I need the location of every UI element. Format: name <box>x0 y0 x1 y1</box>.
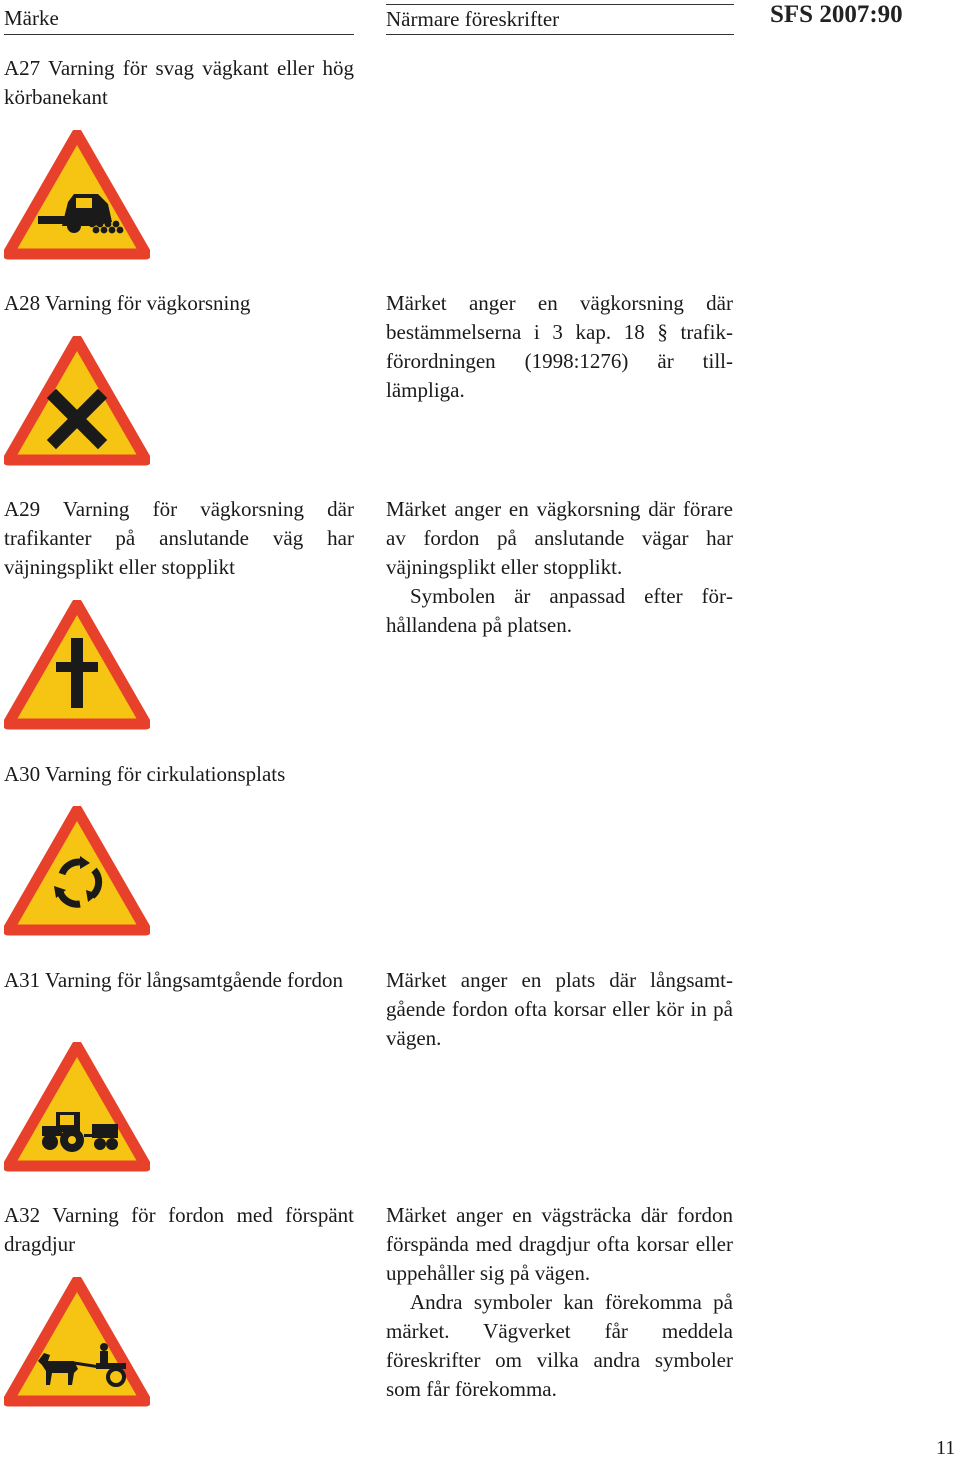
description-paragraph: Märket anger en vägkorsning där bestämmelserna i 3 kap. 18 § trafikförordningen (1998:1276) är tilllämpliga. <box>386 291 733 402</box>
header-rule-top <box>386 4 734 5</box>
description-paragraph: Andra symboler kan förekomma på märket. Vägverket får meddela föreskrifter om vilka andra symboler som får förekomma. <box>386 1290 733 1401</box>
sign-title-a29: A29 Varning för vägkorsning där trafikanter på anslutande väg har väjningsplikt eller stopplikt <box>4 497 354 579</box>
header-rule-right <box>386 34 734 35</box>
priority-crossroad-icon <box>4 600 150 730</box>
description-paragraph: Märket anger en plats där långsamtgående fordon ofta korsar eller kör in på vägen. <box>386 968 733 1050</box>
column-header-sign: Märke <box>4 6 59 30</box>
page-number: 11 <box>936 1437 956 1459</box>
crossroads-x-icon <box>4 336 150 466</box>
sfs-number: SFS 2007:90 <box>770 1 903 28</box>
sign-title-a31: A31 Varning för långsamtgående fordon <box>4 968 344 992</box>
sign-description-a32 <box>386 1201 733 1404</box>
car-over-edge-icon <box>4 130 150 260</box>
sign-title-a27: A27 Varning för svag vägkant eller hög körbanekant <box>4 56 354 109</box>
sign-description-a28 <box>386 289 733 405</box>
description-paragraph: Symbolen är anpassad efter förhållandena på platsen. <box>386 584 733 637</box>
sign-title-a28: A28 Varning för vägkorsning <box>4 291 251 315</box>
sign-description-a29 <box>386 495 733 640</box>
horse-cart-icon <box>4 1277 150 1407</box>
description-paragraph: Märket anger en vägsträcka där fordon förspända med dragdjur ofta korsar eller uppehåller sig på vägen. <box>386 1203 733 1285</box>
description-paragraph: Märket anger en vägkorsning där förare av fordon på anslutande vägar har väjningsplikt eller stopplikt. <box>386 497 733 579</box>
column-header-regulations: Närmare föreskrifter <box>386 7 560 31</box>
tractor-icon <box>4 1042 150 1172</box>
header-rule-left <box>4 34 354 35</box>
sign-title-a32: A32 Varning för fordon med förspänt dragdjur <box>4 1203 354 1256</box>
sign-description-a31 <box>386 966 733 1053</box>
sign-title-a30: A30 Varning för cirkulationsplats <box>4 762 286 786</box>
roundabout-icon <box>4 806 150 936</box>
